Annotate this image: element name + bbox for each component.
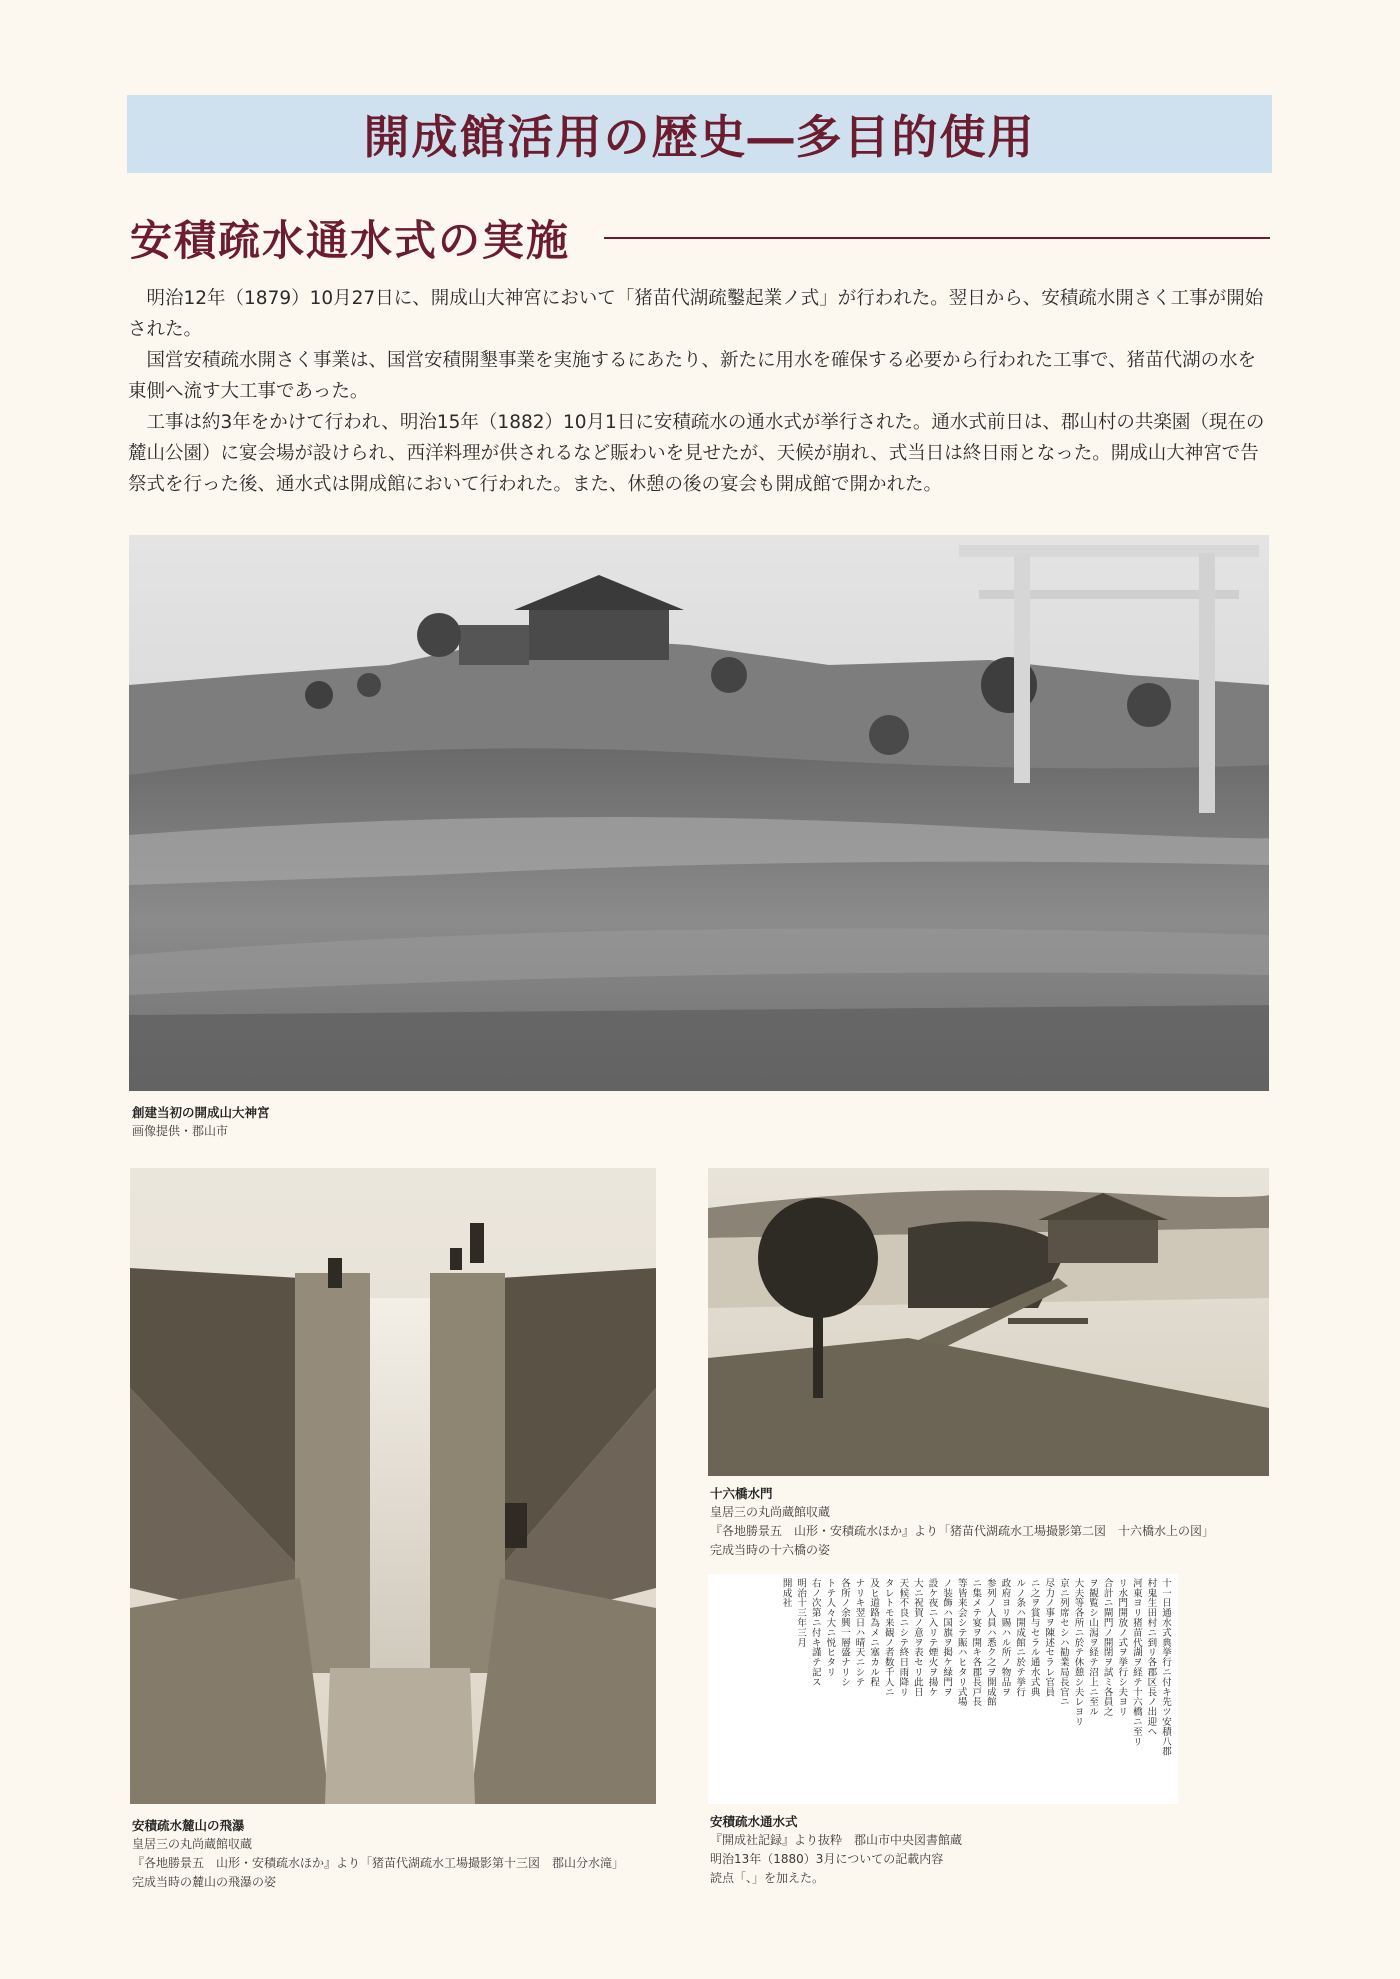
caption-line: 皇居三の丸尚蔵館収蔵 [132,1837,253,1851]
caption-line: 明治13年（1880）3月についての記載内容 [710,1852,944,1866]
record-column: ノ装飾ハ国旗ヲ掲ケ緑門ヲ [941,1578,953,1697]
record-column: ニ集メテ宴ヲ開キ各郡長戸長 [970,1578,982,1707]
bridge-photo [708,1168,1269,1476]
record-column: ニ之ヲ賞与セラル通水式典 [1028,1578,1040,1697]
caption-title: 安積疏水麓山の飛瀑 [132,1818,245,1833]
record-column: ナリキ翌日ハ晴天ニシテ [853,1578,865,1687]
record-column: ルノ条ハ開成館ニ於テ挙行 [1014,1578,1026,1697]
record-column: 各所ノ余興一層盛ナリシ [838,1578,850,1687]
shrine-photo [129,535,1269,1091]
record-column: リ水門開放ノ式ヲ挙行シ夫ヨリ [1116,1578,1128,1717]
record-column: 明治十三年三月 [795,1578,807,1648]
record-column: タレトモ来観ノ者数千人ニ [882,1578,894,1697]
record-column: 十一日通水式典挙行ニ付キ先ツ安積八郡 [1160,1578,1171,1757]
caption-title: 十六橋水門 [710,1486,773,1501]
record-column: トテ人々大ニ悦ヒタリ [824,1578,836,1677]
caption-line: 『各地勝景五 山形・安積疏水ほか』より「猪苗代湖疏水工場撮影第十三図 郡山分水滝」 [132,1856,625,1870]
record-column: 政府ヨリ賜ハル所ノ物品ヲ [999,1578,1011,1697]
caption-credit: 画像提供・郡山市 [132,1124,229,1138]
intro-paragraph: 明治12年（1879）10月27日に、開成山大神宮において「猪苗代湖疏鑿起業ノ式」が行われた。翌日から、安積疏水開さく工事が開始された。 [128,288,1264,340]
record-column: 合計ニ閘門ノ開閉ヲ試ミ各員之 [1101,1578,1113,1717]
record-column: 設ケ夜ニ入リテ煙火ヲ揚ケ [926,1578,938,1697]
record-column: 河東ヨリ猪苗代湖ヲ経テ十六橋ニ至リ [1130,1578,1142,1747]
section-title: 安積疏水通水式の実施 [130,216,571,265]
record-column: 大ニ祝賀ノ意ヲ表セリ此日 [911,1578,923,1697]
caption-line: 完成当時の十六橋の姿 [710,1543,831,1557]
intro-paragraph: 工事は約3年をかけて行われ、明治15年（1882）10月1日に安積疏水の通水式が挙行された。通水式前日は、郡山村の共楽園（現在の麓山公園）に宴会場が設けられ、西洋料理が供されるなど賑わいを見せたが、天候が崩れ、式当日は終日雨となった。開成山大神宮で告祭式を行った後、通水式は開成館において行われた。また、休憩の後の宴会も開成館で開かれた。 [128,412,1265,495]
caption-line: 皇居三の丸尚蔵館収蔵 [710,1505,831,1519]
bridge-caption [710,1484,1270,1560]
page-title: 開成館活用の歴史―多目的使用 [363,110,1036,164]
intro-text [128,283,1272,500]
record-column: 参列ノ人員ハ悉ク之ヲ開成館 [984,1578,996,1707]
record-column: 天候不良ニシテ終日雨降リ [897,1578,909,1697]
section-header [130,208,1270,268]
section-rule [604,237,1270,239]
title-banner [127,95,1272,173]
record-column: ヲ観覧シ山潟ヲ経テ沼上ニ至ル [1087,1578,1099,1717]
record-scan [708,1574,1178,1804]
record-caption [710,1812,1270,1888]
caption-title: 創建当初の開成山大神宮 [132,1105,270,1120]
caption-line: 完成当時の麓山の飛瀑の姿 [132,1875,277,1889]
caption-line: 『開成社記録』より抜粋 郡山市中央図書館蔵 [710,1833,963,1847]
caption-title: 安積疏水通水式 [710,1814,798,1829]
shrine-caption [132,1103,732,1141]
caption-line: 読点「、」を加えた。 [710,1871,825,1885]
record-column: 村鬼生田村ニ到リ各郡区長ノ出迎ヘ [1145,1578,1157,1737]
record-column: 開成社 [780,1578,792,1608]
intro-paragraph: 国営安積疏水開さく事業は、国営安積開墾事業を実施するにあたり、新たに用水を確保する必要から行われた工事で、猪苗代湖の水を東側へ流す大工事であった。 [128,350,1257,402]
record-column: 京ニ列席セシハ勧業局長官ニ [1057,1578,1069,1707]
record-column: 及ヒ道路為メニ塞カル程 [868,1578,880,1687]
record-column: 等皆来会シテ賑ハヒタリ式場 [955,1578,967,1707]
record-column: 右ノ次第ニ付キ謹テ記ス [809,1578,821,1687]
waterfall-caption [132,1816,672,1892]
caption-line: 『各地勝景五 山形・安積疏水ほか』より「猪苗代湖疏水工場撮影第二図 十六橋水上の図」 [710,1524,1215,1538]
record-column: 大夫等各所ニ於テ休憩シ夫レヨリ [1072,1578,1084,1727]
waterfall-photo [130,1168,656,1804]
record-column: 尽力ノ事ヲ陳述セラレ官員 [1043,1578,1055,1697]
